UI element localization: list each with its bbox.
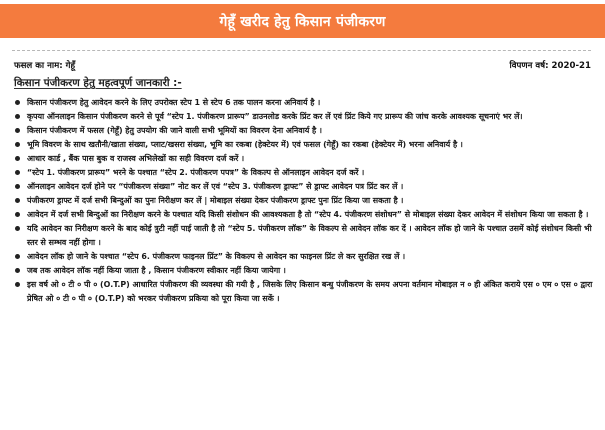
instruction-item [14,278,593,306]
bullet-icon [15,198,20,203]
bullet-icon [15,254,20,259]
bullet-icon [15,226,20,231]
instruction-text: आधार कार्ड , बैंक पास बुक व राजस्व अभिलेखों का सही विवरण दर्ज करें । [27,154,245,163]
crop-info-row [14,58,591,72]
instruction-text: “स्टेप 1. पंजीकरण प्रारूप” भरने के पश्चात “स्टेप 2. पंजीकरण पपत्र” के विकल्प से ऑनलाइन आवेदन दर्ज करें । [27,168,365,177]
divider [12,50,591,51]
section-heading: किसान पंजीकरण हेतु महत्वपूर्ण जानकारी :- [14,77,182,89]
instruction-text: जब तक आवेदन लॉक नहीं किया जाता है , किसान पंजीकरण स्वीकार नहीं किया जायेगा । [27,266,286,275]
instruction-item [14,138,593,152]
instruction-text: पंजीकरण ड्राफ्ट में दर्ज सभी बिन्दुओं का पुनः निरीक्षण कर लें | मोबाइल संख्या देकर पंजीकरण ड्राफ्ट पुनः प्रिंट किया जा सकता है । [27,196,404,205]
instruction-text: यदि आवेदन का निरीक्षण करने के बाद कोई त्रुटी नहीं पाई जाती है तो “स्टेप 5. पंजीकरण लॉक” के विकल्प से आवेदन लॉक कर दें । आवेदन लॉक हो जाने के पश्चात उसमें कोई संशोधन किसी भी स्तर से सम्भव नहीं होगा । [27,224,592,247]
bullet-icon [15,114,20,119]
instruction-text: ऑनलाइन आवेदन दर्ज होने पर “पंजीकरण संख्या” नोट कर लें एवं “स्टेप 3. पंजीकरण ड्राफ्ट” से ड्राफ्ट आवेदन पत्र प्रिंट कर लें । [27,182,404,191]
instruction-item [14,222,593,250]
bullet-icon [15,184,20,189]
bullet-icon [15,156,20,161]
bullet-icon [15,212,20,217]
bullet-icon [15,128,20,133]
instruction-item [14,250,593,264]
crop-name: फसल का नाम: गेहूँ [14,61,76,71]
instruction-item [14,96,593,110]
instruction-item [14,264,593,278]
instruction-text: भूमि विवरण के साथ खतौनी/खाता संख्या, प्लाट/खसरा संख्या, भूमि का रकबा (हेक्टेयर में) एवं फसल (गेहूँ) का रकबा (हेक्टेयर में) भरना अनिवार्य है । [27,140,463,149]
marketing-year: विपणन वर्ष: 2020-21 [509,61,591,71]
instruction-text: आवेदन लॉक हो जाने के पश्चात “स्टेप 6. पंजीकरण फाइनल प्रिंट” के विकल्प से आवेदन का फाइनल प्रिंट ले कर सुरक्षित रख लें । [27,252,406,261]
bullet-icon [15,268,20,273]
bullet-icon [15,170,20,175]
instruction-text: कृपया ऑनलाइन किसान पंजीकरण करने से पूर्व “स्टेप 1. पंजीकरण प्रारूप” डाउनलोड करके प्रिंट कर लें एवं प्रिंट किये गए प्रारूप की जांच करके आवश्यक सूचनाएं भर लें। [27,112,523,121]
instructions-list [14,96,593,306]
instruction-item [14,208,593,222]
page-title: गेहूँ खरीद हेतु किसान पंजीकरण [219,13,386,30]
page-title-banner [0,4,605,38]
instruction-text: किसान पंजीकरण में फसल (गेहूँ) हेतु उपयोग की जाने वाली सभी भूमियों का विवरण देना अनिवार्य है । [27,126,322,135]
instruction-text: इस वर्ष ओ ० टी ० पी ० (O.T.P) आधारित पंजीकरण की व्यवस्था की गयी है , जिसके लिए किसान बन्धु पंजीकरण के समय अपना वर्तमान मोबाइल न ० ही अंकित कराये एस ० एम ० एस ० द्वारा प्रेषित ओ ० टी ० पी ० (O.T.P) को भरकर पंजीकरण प्रकिया को पूरा किया जा सकें । [27,280,593,303]
bullet-icon [15,100,20,105]
bullet-icon [15,282,20,287]
bullet-icon [15,142,20,147]
instruction-text: किसान पंजीकरण हेतु आवेदन करने के लिए उपरोक्त स्टेप 1 से स्टेप 6 तक पालन करना अनिवार्य है । [27,98,321,107]
instruction-text: आवेदन में दर्ज सभी बिन्दुओं का निरीक्षण करने के पश्चात यदि किसी संशोधन की आवश्यकता है तो “स्टेप 4. पंजीकरण संशोधन” से मोबाइल संख्या देकर आवेदन में संशोधन किया जा सकता है । [27,210,589,219]
instruction-item [14,166,593,180]
instruction-item [14,124,593,138]
instruction-item [14,110,593,124]
instruction-item [14,152,593,166]
instruction-item [14,194,593,208]
instruction-item [14,180,593,194]
